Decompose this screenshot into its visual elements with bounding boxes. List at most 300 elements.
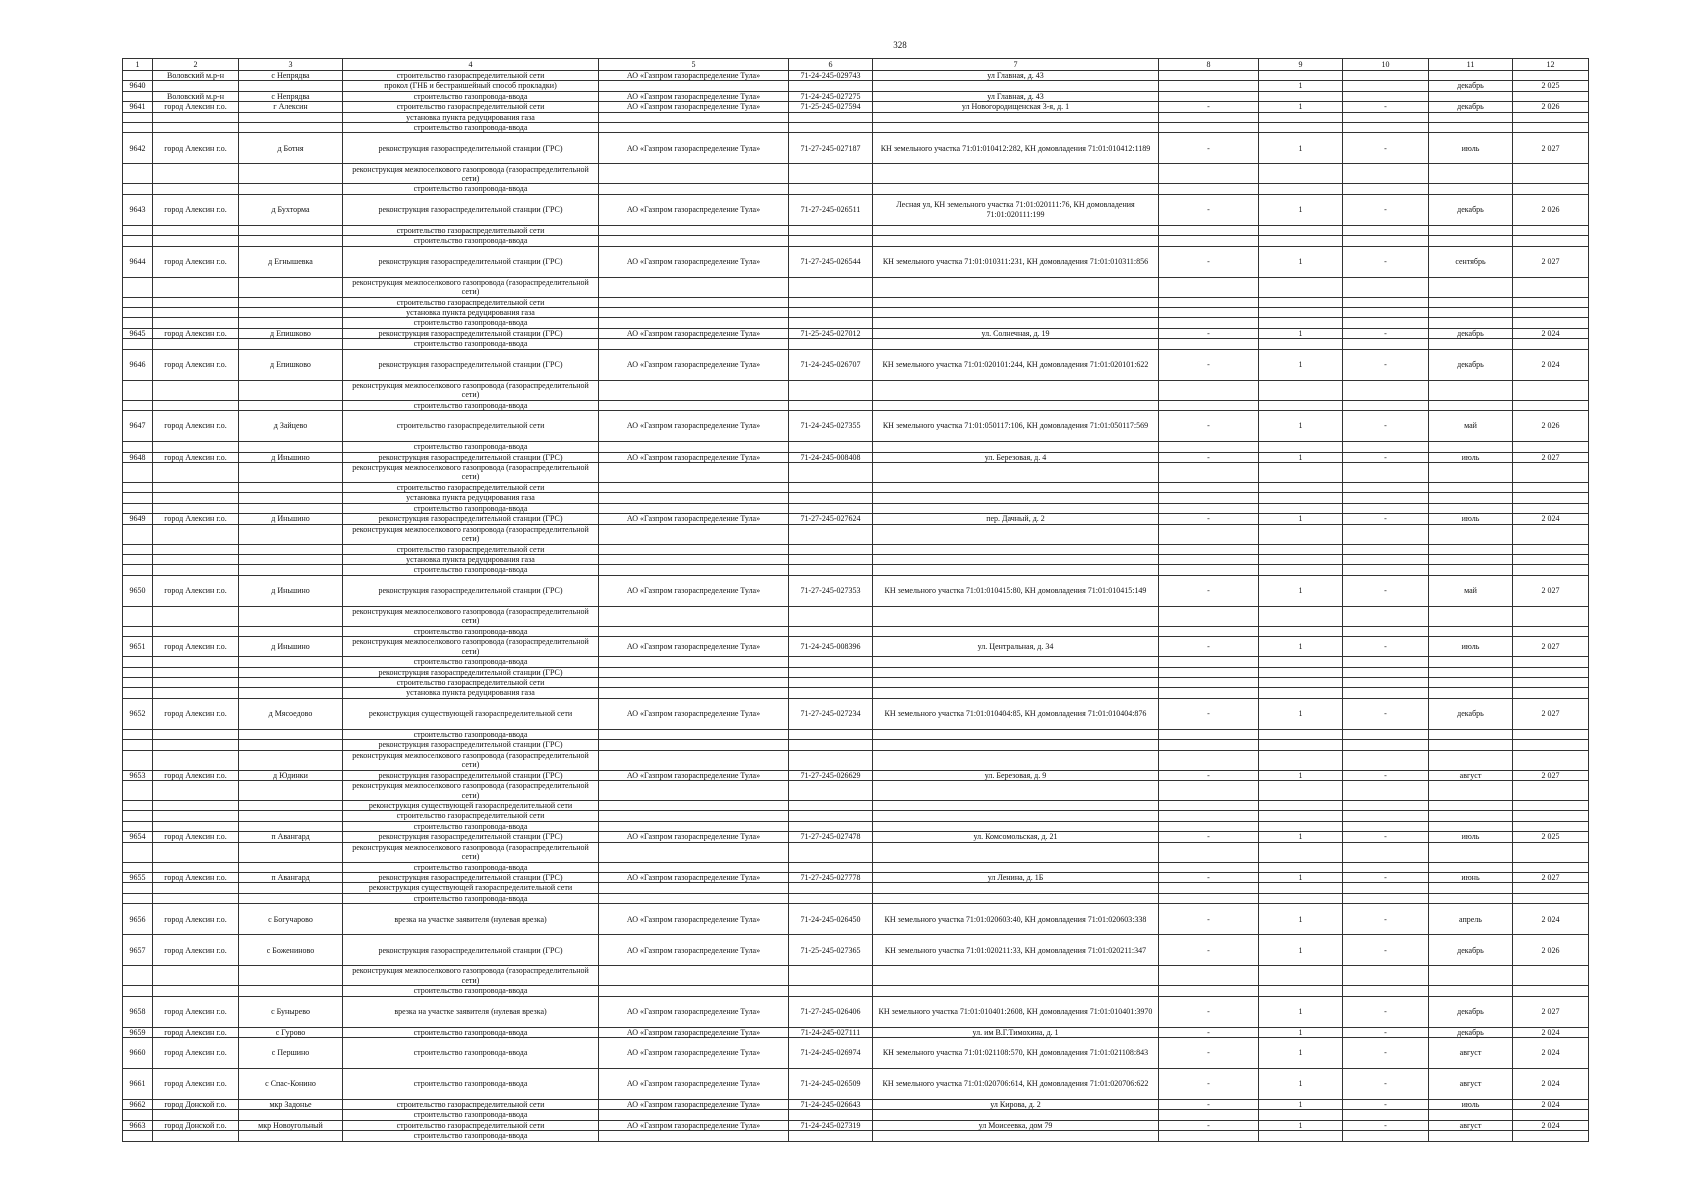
table-cell: строительство газораспределительной сети: [343, 1100, 599, 1110]
table-cell: [1159, 811, 1259, 821]
table-cell: [1343, 225, 1429, 235]
table-cell: [599, 81, 789, 91]
table-cell: 2 026: [1513, 935, 1589, 966]
table-row: [123, 637, 1589, 657]
table-cell: КН земельного участка 71:01:020603:40, КН домовладения 71:01:020603:338: [873, 904, 1159, 935]
table-cell: [1259, 503, 1343, 513]
table-cell: [599, 123, 789, 133]
table-cell: [153, 297, 239, 307]
table-cell: [873, 657, 1159, 667]
table-row: [123, 677, 1589, 687]
table-cell: реконструкция газораспределительной станции (ГРС): [343, 667, 599, 677]
table-cell: [123, 801, 153, 811]
table-cell: [123, 524, 153, 544]
table-cell: [239, 462, 343, 482]
table-cell: -: [1159, 575, 1259, 606]
table-cell: [239, 801, 343, 811]
table-cell: [873, 986, 1159, 996]
table-cell: [789, 462, 873, 482]
table-cell: [1343, 842, 1429, 862]
table-cell: [1259, 842, 1343, 862]
table-cell: [1259, 442, 1343, 452]
table-row: [123, 225, 1589, 235]
table-cell: [1429, 893, 1513, 903]
table-cell: [789, 565, 873, 575]
table-cell: [873, 225, 1159, 235]
table-cell: 9641: [123, 102, 153, 112]
table-row: [123, 1100, 1589, 1110]
table-cell: [239, 862, 343, 872]
table-row: [123, 565, 1589, 575]
table-cell: 2 027: [1513, 452, 1589, 462]
table-cell: [123, 821, 153, 831]
table-cell: [873, 667, 1159, 677]
table-cell: [239, 688, 343, 698]
table-cell: июль: [1429, 133, 1513, 164]
table-cell: [153, 462, 239, 482]
table-cell: [1343, 966, 1429, 986]
table-cell: [599, 1131, 789, 1141]
table-cell: [1259, 524, 1343, 544]
table-cell: -: [1343, 1038, 1429, 1069]
table-cell: [789, 883, 873, 893]
table-cell: [599, 164, 789, 184]
table-cell: 71-25-245-027012: [789, 328, 873, 338]
table-cell: 1: [1259, 832, 1343, 842]
table-cell: 2 027: [1513, 246, 1589, 277]
table-cell: [1159, 236, 1259, 246]
table-cell: -: [1159, 832, 1259, 842]
table-cell: [1343, 442, 1429, 452]
table-cell: 9655: [123, 873, 153, 883]
table-cell: [1159, 442, 1259, 452]
table-cell: [789, 688, 873, 698]
table-cell: апрель: [1429, 904, 1513, 935]
table-cell: [1159, 657, 1259, 667]
table-cell: 2 027: [1513, 637, 1589, 657]
table-cell: город Алексин г.о.: [153, 514, 239, 524]
table-cell: -: [1343, 575, 1429, 606]
table-cell: АО «Газпром газораспределение Тула»: [599, 91, 789, 101]
table-row: [123, 986, 1589, 996]
table-cell: 1: [1259, 133, 1343, 164]
table-cell: [789, 493, 873, 503]
table-cell: 71-25-245-027594: [789, 102, 873, 112]
table-cell: [599, 503, 789, 513]
table-cell: 9651: [123, 637, 153, 657]
column-header: 2: [153, 59, 239, 71]
table-cell: [873, 781, 1159, 801]
table-row: [123, 112, 1589, 122]
table-cell: [1159, 893, 1259, 903]
table-cell: 71-27-245-027353: [789, 575, 873, 606]
table-cell: -: [1343, 102, 1429, 112]
table-cell: [873, 893, 1159, 903]
table-row: [123, 236, 1589, 246]
table-cell: 2 024: [1513, 349, 1589, 380]
table-cell: п Авангард: [239, 873, 343, 883]
table-cell: [1429, 811, 1513, 821]
table-cell: д Зайцево: [239, 411, 343, 442]
table-cell: 2 027: [1513, 133, 1589, 164]
table-cell: [123, 554, 153, 564]
table-cell: пер. Дачный, д. 2: [873, 514, 1159, 524]
table-row: [123, 862, 1589, 872]
table-cell: д Иньшино: [239, 575, 343, 606]
table-cell: [239, 750, 343, 770]
table-row: [123, 729, 1589, 739]
table-cell: строительство газопровода-ввода: [343, 1110, 599, 1120]
table-cell: [1259, 308, 1343, 318]
table-cell: АО «Газпром газораспределение Тула»: [599, 1120, 789, 1130]
table-cell: [1429, 657, 1513, 667]
table-cell: 1: [1259, 873, 1343, 883]
table-cell: 1: [1259, 194, 1343, 225]
table-row: [123, 1069, 1589, 1100]
table-cell: [1429, 493, 1513, 503]
table-cell: [1259, 811, 1343, 821]
table-cell: реконструкция газораспределительной станции (ГРС): [343, 328, 599, 338]
table-cell: строительство газораспределительной сети: [343, 102, 599, 112]
table-cell: 9648: [123, 452, 153, 462]
table-cell: 71-27-245-026629: [789, 770, 873, 780]
table-cell: [599, 225, 789, 235]
table-cell: 1: [1259, 698, 1343, 729]
table-cell: [1513, 677, 1589, 687]
table-cell: с Спас-Конино: [239, 1069, 343, 1100]
table-cell: [599, 729, 789, 739]
table-cell: [599, 565, 789, 575]
table-cell: [1159, 503, 1259, 513]
table-row: [123, 657, 1589, 667]
table-cell: [123, 400, 153, 410]
table-cell: -: [1343, 832, 1429, 842]
table-cell: [599, 112, 789, 122]
table-cell: [789, 112, 873, 122]
table-cell: [1159, 318, 1259, 328]
table-cell: реконструкция существующей газораспределительной сети: [343, 698, 599, 729]
table-cell: [1429, 626, 1513, 636]
table-cell: [789, 862, 873, 872]
table-row: [123, 297, 1589, 307]
table-cell: АО «Газпром газораспределение Тула»: [599, 194, 789, 225]
table-cell: июль: [1429, 514, 1513, 524]
table-cell: 9649: [123, 514, 153, 524]
header-row: [123, 59, 1589, 71]
table-cell: [123, 729, 153, 739]
table-cell: [153, 554, 239, 564]
table-cell: -: [1159, 194, 1259, 225]
table-cell: [1259, 883, 1343, 893]
table-cell: [239, 677, 343, 687]
table-cell: [1429, 225, 1513, 235]
table-row: [123, 452, 1589, 462]
table-cell: [1159, 112, 1259, 122]
table-cell: 9654: [123, 832, 153, 842]
table-cell: [153, 493, 239, 503]
table-cell: город Алексин г.о.: [153, 770, 239, 780]
table-cell: [153, 893, 239, 903]
table-cell: [1159, 688, 1259, 698]
table-cell: -: [1343, 452, 1429, 462]
table-cell: врезка на участке заявителя (нулевая врезка): [343, 996, 599, 1027]
table-cell: [1159, 1110, 1259, 1120]
table-cell: строительство газопровода-ввода: [343, 821, 599, 831]
table-cell: [599, 544, 789, 554]
table-cell: [239, 277, 343, 297]
table-cell: установка пункта редуцирования газа: [343, 688, 599, 698]
table-cell: [1343, 380, 1429, 400]
table-cell: [1343, 524, 1429, 544]
table-row: [123, 246, 1589, 277]
table-cell: -: [1343, 411, 1429, 442]
table-cell: [789, 606, 873, 626]
table-cell: [873, 554, 1159, 564]
table-cell: [599, 339, 789, 349]
column-header: 5: [599, 59, 789, 71]
table-cell: 2 025: [1513, 832, 1589, 842]
table-cell: [599, 657, 789, 667]
table-cell: [123, 493, 153, 503]
table-cell: [153, 339, 239, 349]
table-cell: [1159, 277, 1259, 297]
table-cell: [1513, 657, 1589, 667]
table-cell: [1429, 400, 1513, 410]
table-cell: 2 026: [1513, 102, 1589, 112]
table-cell: город Алексин г.о.: [153, 575, 239, 606]
table-cell: [153, 544, 239, 554]
table-cell: [1259, 184, 1343, 194]
table-cell: [599, 821, 789, 831]
table-cell: [123, 380, 153, 400]
table-cell: [873, 688, 1159, 698]
table-cell: 1: [1259, 1120, 1343, 1130]
table-cell: июль: [1429, 452, 1513, 462]
table-row: [123, 1027, 1589, 1037]
table-cell: [873, 112, 1159, 122]
table-cell: [1513, 862, 1589, 872]
table-cell: город Донской г.о.: [153, 1100, 239, 1110]
table-cell: 2 026: [1513, 194, 1589, 225]
table-cell: установка пункта редуцирования газа: [343, 554, 599, 564]
table-cell: п Авангард: [239, 832, 343, 842]
table-cell: 9650: [123, 575, 153, 606]
table-cell: [123, 277, 153, 297]
table-cell: 1: [1259, 328, 1343, 338]
table-cell: [599, 801, 789, 811]
table-cell: 71-24-245-026450: [789, 904, 873, 935]
table-cell: [789, 667, 873, 677]
table-cell: -: [1343, 349, 1429, 380]
table-row: [123, 1120, 1589, 1130]
table-cell: [239, 524, 343, 544]
table-cell: строительство газопровода-ввода: [343, 1038, 599, 1069]
table-cell: строительство газораспределительной сети: [343, 411, 599, 442]
table-cell: КН земельного участка 71:01:010311:231, КН домовладения 71:01:010311:856: [873, 246, 1159, 277]
table-cell: -: [1159, 904, 1259, 935]
table-cell: 9643: [123, 194, 153, 225]
table-cell: 1: [1259, 996, 1343, 1027]
table-cell: реконструкция существующей газораспределительной сети: [343, 883, 599, 893]
table-cell: август: [1429, 1069, 1513, 1100]
table-cell: город Алексин г.о.: [153, 194, 239, 225]
table-cell: 1: [1259, 81, 1343, 91]
table-cell: АО «Газпром газораспределение Тула»: [599, 935, 789, 966]
table-cell: [789, 308, 873, 318]
table-cell: КН земельного участка 71:01:020211:33, КН домовладения 71:01:020211:347: [873, 935, 1159, 966]
table-row: [123, 740, 1589, 750]
table-cell: [153, 81, 239, 91]
table-cell: [1429, 862, 1513, 872]
table-cell: [599, 277, 789, 297]
table-row: [123, 318, 1589, 328]
table-cell: [153, 380, 239, 400]
table-cell: [1259, 554, 1343, 564]
table-cell: 2 025: [1513, 81, 1589, 91]
table-cell: [1513, 688, 1589, 698]
table-cell: город Алексин г.о.: [153, 637, 239, 657]
table-cell: 9640: [123, 81, 153, 91]
table-cell: 2 027: [1513, 996, 1589, 1027]
table-cell: КН земельного участка 71:01:050117:106, КН домовладения 71:01:050117:569: [873, 411, 1159, 442]
table-cell: [239, 626, 343, 636]
table-cell: -: [1343, 194, 1429, 225]
table-cell: 71-27-245-027478: [789, 832, 873, 842]
table-cell: [1343, 883, 1429, 893]
table-row: [123, 308, 1589, 318]
table-cell: [123, 740, 153, 750]
table-cell: реконструкция газораспределительной станции (ГРС): [343, 514, 599, 524]
table-cell: [1429, 308, 1513, 318]
table-row: [123, 544, 1589, 554]
table-cell: -: [1159, 411, 1259, 442]
table-cell: [153, 1110, 239, 1120]
table-cell: -: [1343, 698, 1429, 729]
table-cell: реконструкция газораспределительной станции (ГРС): [343, 575, 599, 606]
table-cell: 9660: [123, 1038, 153, 1069]
table-cell: [789, 442, 873, 452]
table-cell: [1513, 164, 1589, 184]
table-cell: [1429, 688, 1513, 698]
table-cell: [599, 400, 789, 410]
table-cell: [123, 750, 153, 770]
table-cell: [599, 184, 789, 194]
table-cell: [1259, 236, 1343, 246]
table-cell: [1159, 482, 1259, 492]
table-cell: 2 024: [1513, 904, 1589, 935]
table-cell: д Епишково: [239, 328, 343, 338]
table-cell: 71-24-245-027275: [789, 91, 873, 101]
table-cell: [239, 986, 343, 996]
table-cell: реконструкция газораспределительной станции (ГРС): [343, 770, 599, 780]
table-cell: АО «Газпром газораспределение Тула»: [599, 1069, 789, 1100]
table-cell: [1259, 339, 1343, 349]
table-cell: [1159, 164, 1259, 184]
table-cell: [1159, 842, 1259, 862]
table-cell: [1259, 565, 1343, 575]
table-cell: ул Моисеевка, дом 79: [873, 1120, 1159, 1130]
table-cell: -: [1159, 935, 1259, 966]
table-cell: [1159, 400, 1259, 410]
table-cell: [1513, 380, 1589, 400]
table-cell: 9661: [123, 1069, 153, 1100]
table-cell: [1429, 565, 1513, 575]
table-cell: [1513, 750, 1589, 770]
table-row: [123, 349, 1589, 380]
table-cell: [1259, 986, 1343, 996]
table-cell: [1343, 1131, 1429, 1141]
table-cell: -: [1343, 637, 1429, 657]
table-cell: [873, 184, 1159, 194]
table-row: [123, 935, 1589, 966]
table-row: [123, 575, 1589, 606]
table-cell: 9662: [123, 1100, 153, 1110]
table-row: [123, 698, 1589, 729]
table-cell: [1259, 667, 1343, 677]
table-cell: [123, 657, 153, 667]
table-cell: реконструкция межпоселкового газопровода (газораспределительной сети): [343, 164, 599, 184]
table-cell: [1343, 729, 1429, 739]
table-cell: [1429, 821, 1513, 831]
table-cell: [153, 750, 239, 770]
table-cell: [123, 862, 153, 872]
table-cell: [1429, 554, 1513, 564]
table-cell: [1513, 606, 1589, 626]
table-cell: [1343, 821, 1429, 831]
table-cell: -: [1343, 996, 1429, 1027]
table-cell: д Егнышевка: [239, 246, 343, 277]
table-cell: [1159, 308, 1259, 318]
table-cell: 1: [1259, 246, 1343, 277]
table-cell: -: [1159, 328, 1259, 338]
table-cell: [1159, 729, 1259, 739]
table-row: [123, 801, 1589, 811]
table-cell: [1513, 524, 1589, 544]
table-cell: реконструкция газораспределительной станции (ГРС): [343, 935, 599, 966]
table-cell: 1: [1259, 1069, 1343, 1100]
table-cell: 1: [1259, 637, 1343, 657]
table-cell: 71-24-245-026707: [789, 349, 873, 380]
table-cell: [1343, 740, 1429, 750]
table-cell: город Алексин г.о.: [153, 1069, 239, 1100]
table-cell: август: [1429, 1038, 1513, 1069]
table-cell: [599, 462, 789, 482]
table-cell: [1513, 554, 1589, 564]
table-cell: строительство газораспределительной сети: [343, 544, 599, 554]
table-cell: АО «Газпром газораспределение Тула»: [599, 411, 789, 442]
table-cell: [789, 677, 873, 687]
table-cell: [789, 544, 873, 554]
table-cell: 1: [1259, 514, 1343, 524]
table-cell: [873, 801, 1159, 811]
table-cell: [599, 442, 789, 452]
table-cell: [1513, 667, 1589, 677]
table-cell: [789, 893, 873, 903]
table-cell: [599, 750, 789, 770]
table-cell: -: [1159, 246, 1259, 277]
table-cell: [153, 842, 239, 862]
table-row: [123, 770, 1589, 780]
table-cell: 9642: [123, 133, 153, 164]
table-cell: 1: [1259, 452, 1343, 462]
table-cell: [1429, 380, 1513, 400]
table-cell: [599, 883, 789, 893]
table-row: [123, 821, 1589, 831]
table-cell: [1429, 781, 1513, 801]
table-cell: [239, 503, 343, 513]
table-cell: [1513, 503, 1589, 513]
table-cell: [599, 842, 789, 862]
